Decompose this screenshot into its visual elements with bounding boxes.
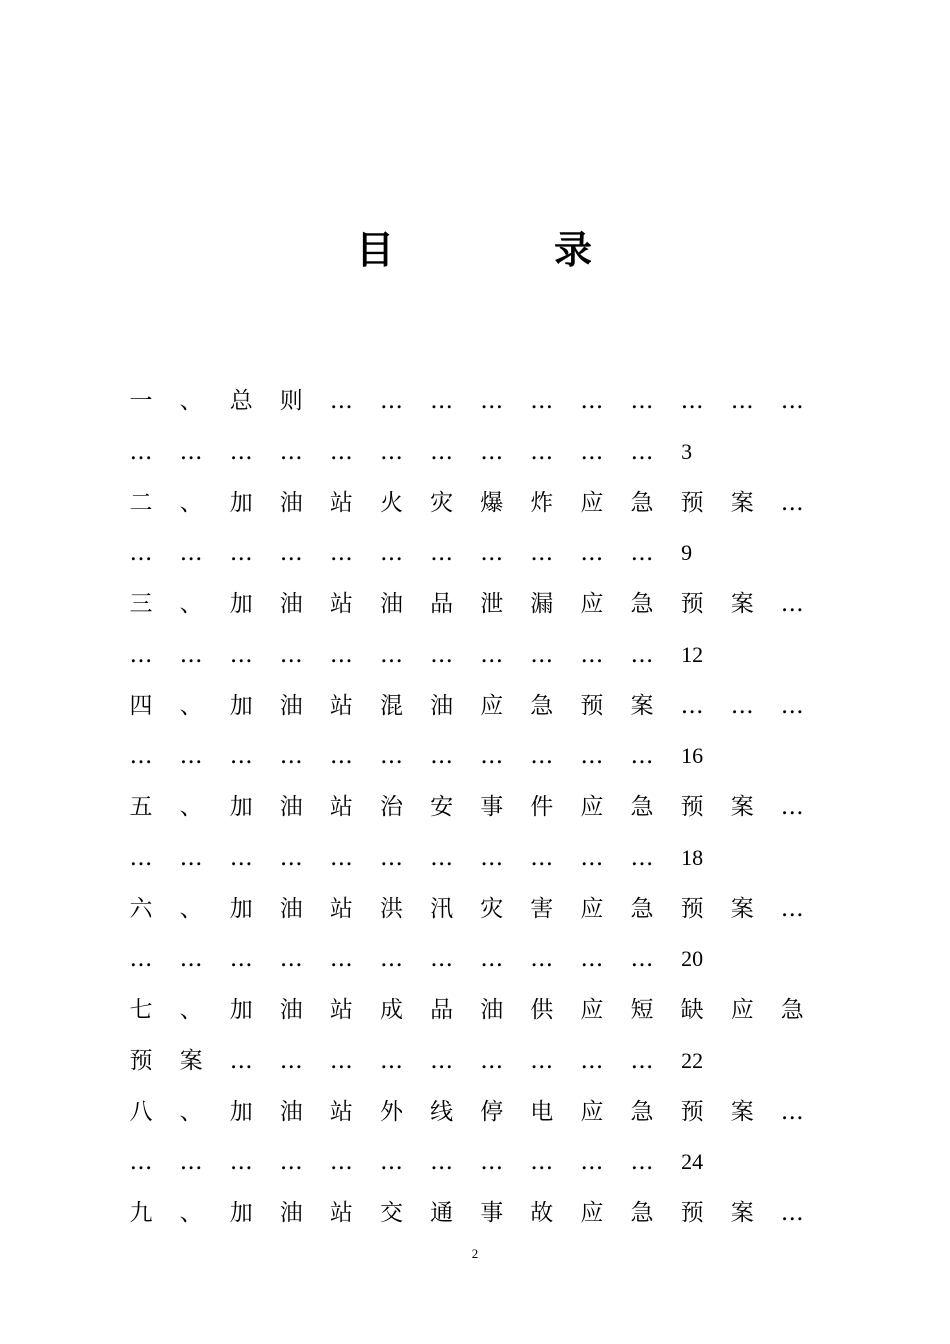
toc-char: 二: [129, 489, 153, 516]
toc-char: 漏: [530, 591, 554, 617]
toc-char: 站: [329, 997, 353, 1023]
page-title: [0, 222, 950, 278]
toc-line: [0, 483, 950, 523]
toc-leader-dots: …: [780, 489, 804, 516]
toc-char: 九: [129, 1200, 153, 1226]
toc-leader-dots: …: [380, 946, 403, 973]
toc-char: 站: [329, 692, 353, 719]
toc-char: 加: [229, 997, 253, 1023]
toc-char: 混: [380, 692, 403, 719]
toc-leader-dots: …: [780, 692, 804, 719]
toc-char: 急: [530, 692, 554, 719]
toc-leader-dots: …: [380, 1047, 403, 1074]
toc-char: 、: [179, 489, 203, 516]
toc-leader-dots: …: [229, 438, 253, 465]
toc-char: 加: [229, 489, 253, 516]
toc-char: 事: [480, 1200, 504, 1226]
toc-page-number: 12: [681, 641, 704, 667]
toc-char: 三: [129, 591, 153, 617]
toc-char: 停: [480, 1098, 504, 1125]
toc-line: [0, 635, 950, 675]
toc-char: 预: [580, 692, 604, 719]
toc-line: [0, 990, 950, 1030]
toc-char: 加: [229, 794, 253, 820]
toc-char: 、: [179, 794, 203, 820]
toc-leader-dots: …: [229, 946, 253, 973]
toc-char: 预: [680, 1098, 704, 1125]
toc-leader-dots: …: [630, 946, 654, 973]
toc-char: 、: [179, 1098, 203, 1125]
toc-char: 应: [580, 489, 604, 516]
toc-char: 应: [580, 591, 604, 617]
toc-leader-dots: …: [179, 438, 203, 465]
toc-char: 站: [329, 489, 353, 516]
toc-char: 电: [530, 1098, 554, 1125]
toc-leader-dots: …: [430, 946, 454, 973]
toc-leader-dots: …: [380, 388, 403, 414]
toc-char: 缺: [680, 997, 704, 1023]
toc-char: 则: [279, 388, 303, 414]
toc-leader-dots: …: [129, 1149, 153, 1176]
toc-char: 油: [279, 794, 303, 820]
toc-char: 总: [229, 388, 253, 414]
toc-char: 外: [380, 1098, 403, 1125]
toc-leader-dots: …: [580, 438, 604, 465]
toc-leader-dots: …: [580, 540, 604, 567]
toc-page-number: 3: [681, 438, 693, 464]
toc-char: 、: [179, 1200, 203, 1226]
toc-char: 安: [430, 794, 454, 820]
toc-leader-dots: …: [730, 388, 754, 414]
toc-char: 交: [380, 1200, 403, 1226]
toc-leader-dots: …: [179, 641, 203, 668]
toc-char: 急: [630, 1200, 654, 1226]
toc-leader-dots: …: [630, 641, 654, 668]
toc-char: 加: [229, 591, 253, 617]
toc-leader-dots: …: [329, 540, 353, 567]
toc-leader-dots: …: [279, 540, 303, 567]
toc-leader-dots: …: [530, 1047, 554, 1074]
toc-leader-dots: …: [279, 946, 303, 973]
toc-leader-dots: …: [179, 844, 203, 871]
toc-leader-dots: …: [329, 1149, 353, 1176]
toc-leader-dots: …: [129, 438, 153, 465]
toc-char: 急: [630, 794, 654, 820]
toc-page-number: 20: [681, 946, 704, 972]
toc-char: 成: [380, 997, 403, 1023]
toc-char: 急: [630, 591, 654, 617]
toc-leader-dots: …: [380, 743, 403, 770]
toc-char: 、: [179, 692, 203, 719]
toc-line: [0, 432, 950, 472]
toc-char: 供: [530, 997, 554, 1023]
toc-leader-dots: …: [680, 692, 704, 719]
toc-leader-dots: …: [530, 540, 554, 567]
toc-leader-dots: …: [279, 743, 303, 770]
toc-leader-dots: …: [329, 641, 353, 668]
toc-char: 故: [530, 1200, 554, 1226]
toc-leader-dots: …: [630, 1149, 654, 1176]
toc-char: 七: [129, 997, 153, 1023]
toc-char: 站: [329, 591, 353, 617]
toc-char: 线: [430, 1098, 454, 1125]
toc-leader-dots: …: [630, 540, 654, 567]
toc-leader-dots: …: [430, 743, 454, 770]
toc-char: 应: [580, 997, 604, 1023]
toc-char: 炸: [530, 489, 554, 516]
toc-leader-dots: …: [229, 1047, 253, 1074]
toc-char: 站: [329, 895, 353, 922]
toc-char: 应: [480, 692, 504, 719]
toc-leader-dots: …: [580, 1149, 604, 1176]
toc-char: 品: [430, 591, 454, 617]
toc-leader-dots: …: [229, 844, 253, 871]
toc-char: 油: [279, 591, 303, 617]
toc-leader-dots: …: [780, 794, 804, 820]
toc-leader-dots: …: [530, 1149, 554, 1176]
toc-char: 一: [129, 388, 153, 414]
page-footer-number: 2: [471, 1246, 479, 1261]
toc-leader-dots: …: [329, 438, 353, 465]
toc-char: 油: [480, 997, 504, 1023]
toc-leader-dots: …: [229, 641, 253, 668]
toc-char: 案: [730, 895, 754, 922]
toc-char: 加: [229, 895, 253, 922]
toc-char: 事: [480, 794, 504, 820]
toc-leader-dots: …: [680, 388, 704, 414]
toc-page-number: 9: [681, 540, 693, 566]
toc-leader-dots: …: [129, 540, 153, 567]
toc-line: [0, 686, 950, 726]
toc-char: 应: [580, 1200, 604, 1226]
toc-leader-dots: …: [380, 1149, 403, 1176]
toc-leader-dots: …: [129, 946, 153, 973]
toc-leader-dots: …: [329, 844, 353, 871]
toc-leader-dots: …: [630, 1047, 654, 1074]
toc-char: 加: [229, 1098, 253, 1125]
toc-leader-dots: …: [279, 1149, 303, 1176]
toc-line: [0, 1041, 950, 1081]
toc-char: 预: [680, 1200, 704, 1226]
toc-char: 油: [380, 591, 403, 617]
toc-leader-dots: …: [430, 540, 454, 567]
toc-leader-dots: …: [129, 641, 153, 668]
toc-line: [0, 1092, 950, 1132]
toc-line: [0, 533, 950, 573]
toc-leader-dots: …: [329, 946, 353, 973]
toc-char: 站: [329, 1098, 353, 1125]
toc-leader-dots: …: [229, 540, 253, 567]
toc-leader-dots: …: [580, 844, 604, 871]
toc-leader-dots: …: [480, 388, 504, 414]
toc-char: 四: [129, 692, 153, 719]
toc-char: 案: [630, 692, 654, 719]
toc-leader-dots: …: [480, 540, 504, 567]
toc-leader-dots: …: [630, 388, 654, 414]
toc-char: 加: [229, 692, 253, 719]
toc-leader-dots: …: [780, 895, 804, 922]
toc-leader-dots: …: [530, 388, 554, 414]
toc-char: 汛: [430, 895, 454, 922]
toc-char: 油: [279, 1098, 303, 1125]
toc-leader-dots: …: [630, 844, 654, 871]
toc-leader-dots: …: [329, 743, 353, 770]
toc-leader-dots: …: [530, 641, 554, 668]
toc-leader-dots: …: [129, 844, 153, 871]
toc-char: 预: [680, 895, 704, 922]
toc-leader-dots: …: [580, 641, 604, 668]
toc-leader-dots: …: [430, 1047, 454, 1074]
toc-char: 急: [630, 895, 654, 922]
toc-leader-dots: …: [780, 388, 804, 414]
toc-line: [0, 939, 950, 979]
toc-leader-dots: …: [279, 641, 303, 668]
toc-leader-dots: …: [129, 743, 153, 770]
toc-leader-dots: …: [279, 844, 303, 871]
toc-char: 应: [580, 895, 604, 922]
toc-char: 应: [730, 997, 754, 1023]
toc-leader-dots: …: [229, 743, 253, 770]
toc-char: 油: [279, 489, 303, 516]
toc-leader-dots: …: [179, 743, 203, 770]
toc-char: 件: [530, 794, 554, 820]
toc-leader-dots: …: [380, 438, 403, 465]
toc-char: 爆: [480, 489, 504, 516]
toc-char: 案: [730, 794, 754, 820]
toc-char: 泄: [480, 591, 504, 617]
toc-char: 油: [279, 895, 303, 922]
toc-page-number: 24: [681, 1149, 704, 1175]
toc-leader-dots: …: [580, 743, 604, 770]
toc-leader-dots: …: [380, 844, 403, 871]
toc-char: 五: [129, 794, 153, 820]
toc-leader-dots: …: [430, 641, 454, 668]
toc-leader-dots: …: [630, 438, 654, 465]
toc-line: [0, 787, 950, 827]
toc-leader-dots: …: [229, 1149, 253, 1176]
toc-line: [0, 838, 950, 878]
toc-char: 应: [580, 1098, 604, 1125]
toc-char: 预: [129, 1047, 153, 1074]
toc-char: 应: [580, 794, 604, 820]
toc-char: 案: [179, 1047, 203, 1074]
toc-char: 火: [380, 489, 403, 516]
toc-char: 案: [730, 1098, 754, 1125]
toc-leader-dots: …: [430, 438, 454, 465]
toc-line: [0, 1142, 950, 1182]
toc-char: 站: [329, 794, 353, 820]
toc-leader-dots: …: [329, 1047, 353, 1074]
toc-char: 灾: [430, 489, 454, 516]
toc-page-number: 16: [681, 743, 704, 769]
toc-leader-dots: …: [580, 1047, 604, 1074]
toc-leader-dots: …: [430, 388, 454, 414]
toc-leader-dots: …: [329, 388, 353, 414]
toc-char: 预: [680, 489, 704, 516]
toc-line: [0, 1193, 950, 1233]
toc-leader-dots: …: [580, 946, 604, 973]
toc-leader-dots: …: [480, 641, 504, 668]
toc-char: 通: [430, 1200, 454, 1226]
toc-char: 油: [279, 997, 303, 1023]
toc-char: 灾: [480, 895, 504, 922]
toc-char: 预: [680, 794, 704, 820]
toc-leader-dots: …: [780, 1200, 804, 1226]
title-char-lu: 录: [554, 228, 593, 272]
toc-char: 、: [179, 388, 203, 414]
toc-page-number: 22: [681, 1047, 704, 1073]
title-char-mu: 目: [356, 228, 395, 272]
toc-char: 油: [430, 692, 454, 719]
toc-char: 、: [179, 997, 203, 1023]
toc-leader-dots: …: [480, 1047, 504, 1074]
toc-char: 急: [630, 489, 654, 516]
toc-char: 油: [279, 692, 303, 719]
toc-char: 治: [380, 794, 403, 820]
toc-leader-dots: …: [480, 844, 504, 871]
toc-char: 急: [630, 1098, 654, 1125]
toc-leader-dots: …: [480, 946, 504, 973]
toc-char: 案: [730, 591, 754, 617]
toc-line: [0, 381, 950, 421]
toc-leader-dots: …: [480, 1149, 504, 1176]
toc-char: 品: [430, 997, 454, 1023]
toc-char: 站: [329, 1200, 353, 1226]
toc-leader-dots: …: [480, 743, 504, 770]
toc-leader-dots: …: [430, 844, 454, 871]
toc-char: 案: [730, 1200, 754, 1226]
toc-leader-dots: …: [530, 844, 554, 871]
toc-leader-dots: …: [480, 438, 504, 465]
toc-leader-dots: …: [530, 743, 554, 770]
toc-leader-dots: …: [380, 540, 403, 567]
toc-char: 害: [530, 895, 554, 922]
toc-leader-dots: …: [179, 1149, 203, 1176]
toc-char: 加: [229, 1200, 253, 1226]
toc-char: 急: [780, 997, 804, 1023]
toc-leader-dots: …: [279, 438, 303, 465]
toc-leader-dots: …: [430, 1149, 454, 1176]
toc-leader-dots: …: [730, 692, 754, 719]
toc-leader-dots: …: [179, 946, 203, 973]
toc-leader-dots: …: [380, 641, 403, 668]
toc-char: 、: [179, 591, 203, 617]
toc-leader-dots: …: [580, 388, 604, 414]
toc-char: 、: [179, 895, 203, 922]
toc-line: [0, 584, 950, 624]
toc-leader-dots: …: [630, 743, 654, 770]
toc-char: 六: [129, 895, 153, 922]
toc-line: [0, 736, 950, 776]
toc-leader-dots: …: [530, 438, 554, 465]
toc-char: 洪: [380, 895, 403, 922]
toc-char: 短: [630, 997, 654, 1023]
toc-char: 油: [279, 1200, 303, 1226]
toc-page-number: 18: [681, 844, 704, 870]
toc-line: [0, 889, 950, 929]
toc-char: 八: [129, 1098, 153, 1125]
toc-leader-dots: …: [179, 540, 203, 567]
toc-leader-dots: …: [279, 1047, 303, 1074]
toc-char: 案: [730, 489, 754, 516]
toc-leader-dots: …: [780, 1098, 804, 1125]
toc-leader-dots: …: [530, 946, 554, 973]
toc-char: 预: [680, 591, 704, 617]
toc-leader-dots: …: [780, 591, 804, 617]
